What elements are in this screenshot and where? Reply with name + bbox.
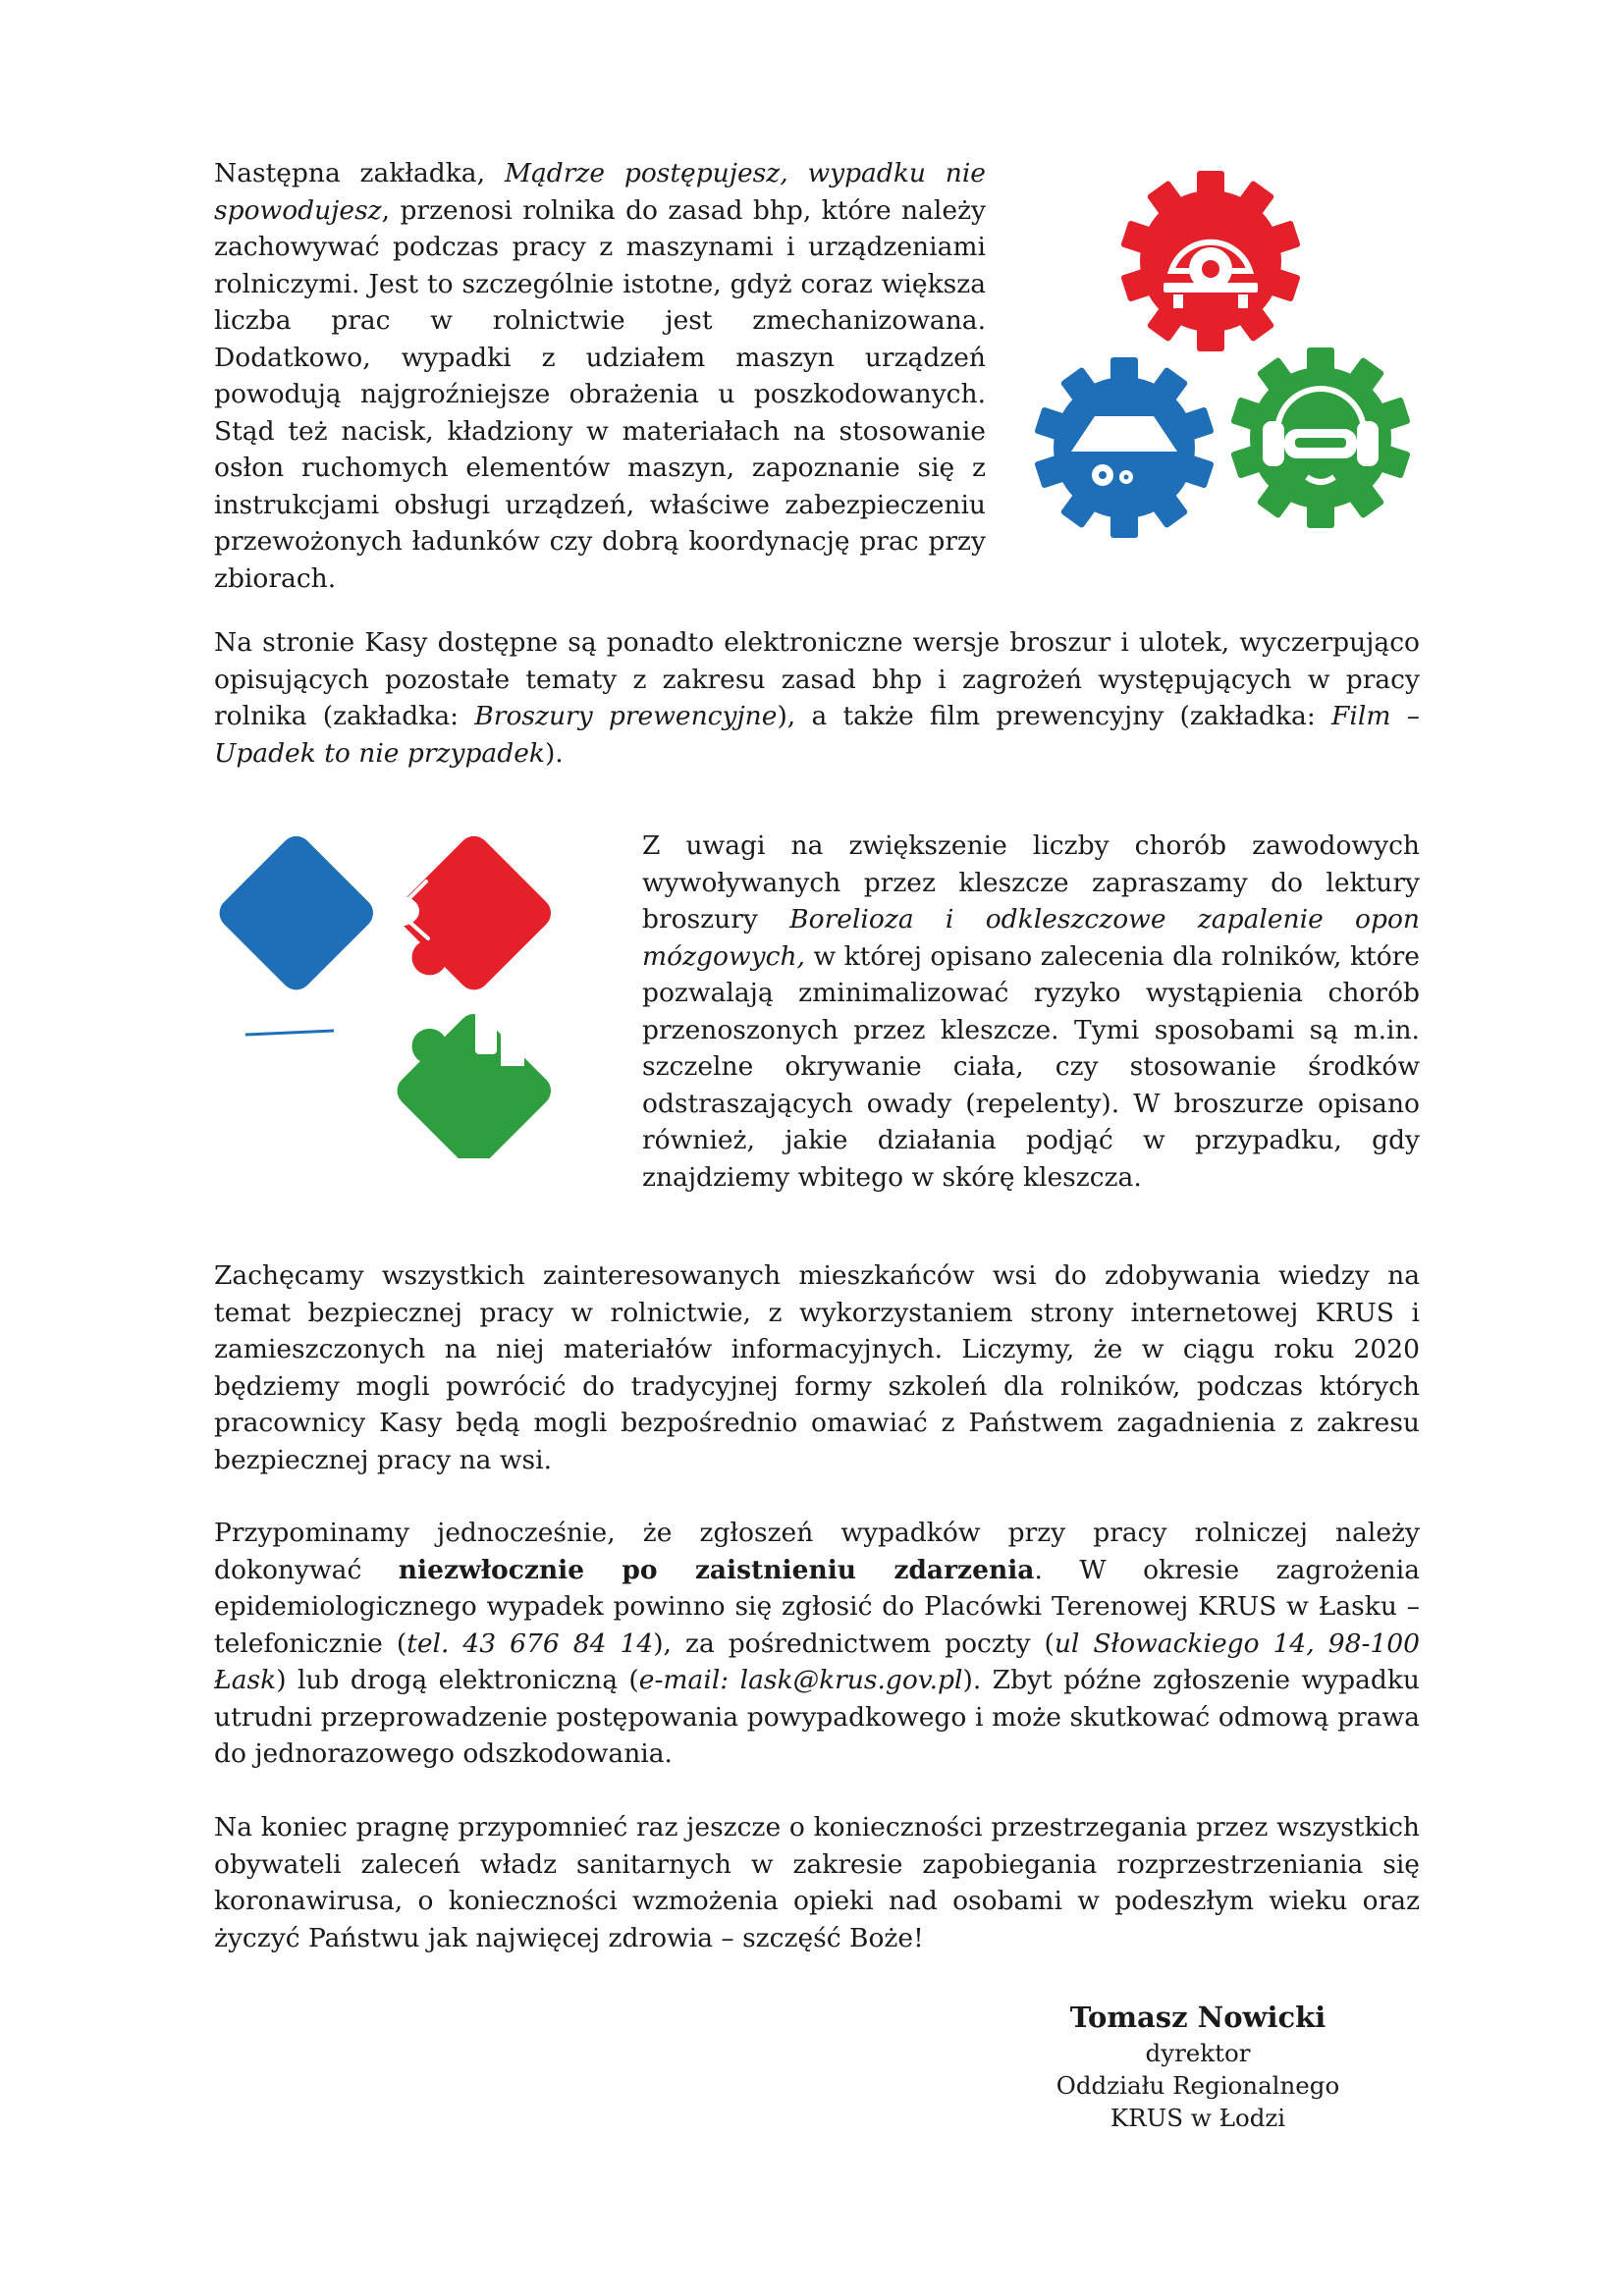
tab-name-madrze-postepujesz: Mądrze postępujesz, wypadku nie spowodujesz	[214, 158, 986, 226]
email-address: e-mail: lask@krus.gov.pl	[638, 1665, 963, 1695]
emphasis-immediately: niezwłocznie po zaistnieniu zdarzenia	[398, 1554, 1035, 1585]
green-gear	[1230, 347, 1411, 528]
blue-puzzle-piece	[213, 834, 380, 996]
tick-protection-puzzle-icon	[187, 834, 609, 1158]
paragraph-accident-reporting: Przypominamy jednocześnie, że zgłoszeń wypadków przy pracy rolniczej należy dokonywać niezwłocznie po zaistnieniu zdarzenia. W okresie zagrożenia epidemiologicznego wypadek powinno się zgłosić do Placówki Terenowej KRUS w Łasku – telefonicznie (tel. 43 676 84 14), za pośrednictwem poczty (ul Słowackiego 14, 98-100 Łask) lub drogą elektroniczną (e-mail: lask@krus.gov.pl). Zbyt późne zgłoszenie wypadku utrudni przeprowadzenie postępowania powypadkowego i może skutkować odmową prawa do jednorazowego odszkodowania.	[214, 1518, 1421, 1769]
green-puzzle-piece	[391, 1007, 558, 1158]
paragraph-brochures: Na stronie Kasy dostępne są ponadto elektroniczne wersje broszur i ulotek, wyczerpująco opisujących pozostałe tematy z zakresu zasad bhp i zagrożeń występujących w pracy rolnika (zakładka: Broszury prewencyjne), a także film prewencyjny (zakładka: Film – Upadek to nie przypadek).	[214, 627, 1420, 769]
signature-block	[1021, 1998, 1375, 2134]
signatory-place: KRUS w Łodzi	[1110, 2104, 1286, 2132]
postal-address: ul Słowackiego 14, 98-100 Łask	[214, 1628, 1420, 1695]
signatory-role: dyrektor	[1145, 2039, 1251, 2067]
paragraph-ticks-brochure: Z uwagi na zwiększenie liczby chorób zawodowych wywoływanych przez kleszcze zapraszamy do lektury broszury Borelioza i odkleszczowe zapalenie opon mózgowych, w której opisano zalecenia dla rolników, które pozwalają zminimalizować ryzyko wystąpienia chorób przenoszonych przez kleszcze. Tymi sposobami są m.in. szczelne okrywanie ciała, czy stosowanie środków odstraszających owady (repelenty). W broszurze opisano również, jakie działania podjąć w przypadku, gdy znajdziemy wbitego w skórę kleszcza.	[642, 830, 1420, 1193]
tab-name-film: Film – Upadek to nie przypadek	[214, 701, 1420, 769]
signatory-name: Tomasz Nowicki	[1069, 2001, 1326, 2034]
tweezers-icon	[226, 1025, 353, 1039]
blue-gear	[1034, 357, 1215, 538]
red-gear	[1120, 171, 1301, 351]
paragraph-closing: Na koniec pragnę przypomnieć raz jeszcze o konieczności przestrzegania przez wszystkich obywateli zaleceń władz sanitarnych w zakresie zapobiegania rozprzestrzeniania się koronawirusa, o konieczności wzmożenia opieki nad osobami w podeszłym wieku oraz życzyć Państwu jak najwięcej zdrowia – szczęść Boże!	[214, 1812, 1420, 1953]
tab-name-broszury: Broszury prewencyjne	[474, 701, 778, 731]
safety-gears-icon	[1026, 163, 1429, 556]
brochure-title: Borelioza i odkleszczowe zapalenie opon mózgowych,	[642, 904, 1420, 972]
phone-number: tel. 43 676 84 14	[406, 1628, 654, 1659]
paragraph-encouragement: Zachęcamy wszystkich zainteresowanych mieszkańców wsi do zdobywania wiedzy na temat bezpiecznej pracy w rolnictwie, z wykorzystaniem strony internetowej KRUS i zamieszczonych na niej materiałów informacyjnych. Liczymy, że w ciągu roku 2020 będziemy mogli powrócić do tradycyjnej formy szkoleń dla rolników, podczas których pracownicy Kasy będą mogli bezpośrednio omawiać z Państwem zagadnienia z zakresu bezpiecznej pracy na wsi.	[214, 1260, 1420, 1475]
signatory-unit: Oddziału Regionalnego	[1056, 2071, 1340, 2100]
paragraph-machinery-safety: Następna zakładka, Mądrze postępujesz, wypadku nie spowodujesz, przenosi rolnika do zasad bhp, które należy zachowywać podczas pracy z maszynami i urządzeniami rolniczymi. Jest to szczególnie istotne, gdyż coraz większa liczba prac w rolnictwie jest zmechanizowana. Dodatkowo, wypadki z udziałem maszyn urządzeń powodują najgroźniejsze obrażenia u poszkodowanych. Stąd też nacisk, kładziony w materiałach na stosowanie osłon ruchomych elementów maszyn, zapoznanie się z instrukcjami obsługi urządzeń, właściwe zabezpieczeniu przewożonych ładunków czy dobrą koordynację prac przy zbiorach.	[214, 158, 986, 594]
